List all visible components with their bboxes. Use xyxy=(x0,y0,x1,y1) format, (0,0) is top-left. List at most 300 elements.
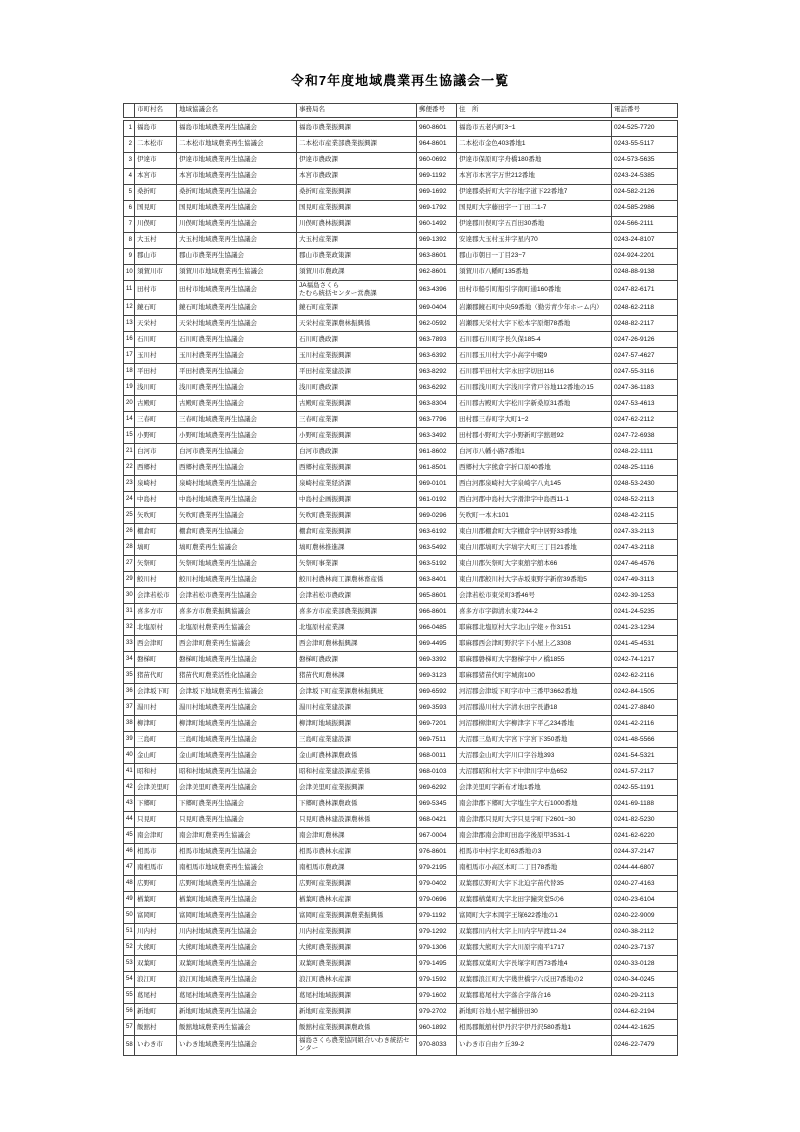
city-cell: 矢吹町 xyxy=(135,508,177,524)
council-cell: 富岡町地域農業再生協議会 xyxy=(177,908,297,924)
address-cell: 双葉郡双葉町大字長塚字町西73番地4 xyxy=(457,956,612,972)
row-number: 36 xyxy=(124,684,135,700)
office-line1: 川俣町農林振興課 xyxy=(299,220,351,228)
row-number: 28 xyxy=(124,540,135,556)
office-line1: 矢祭町事業課 xyxy=(299,559,338,567)
table-row xyxy=(124,732,678,748)
phone-cell: 0243-55-5117 xyxy=(612,137,678,153)
postal-cell: 966-0485 xyxy=(417,620,457,636)
postal-cell: 969-1792 xyxy=(417,201,457,217)
phone-cell: 0242-62-2116 xyxy=(612,668,678,684)
postal-cell: 961-8501 xyxy=(417,460,457,476)
table-row xyxy=(124,396,678,412)
office-cell xyxy=(297,620,417,636)
table-row xyxy=(124,796,678,812)
council-cell: 鮫川村地域農業再生協議会 xyxy=(177,572,297,588)
postal-cell: 970-8033 xyxy=(417,1036,457,1055)
phone-cell: 024-525-7720 xyxy=(612,121,678,137)
address-cell: 石川郡石川町字長久保185-4 xyxy=(457,332,612,348)
row-number: 15 xyxy=(124,428,135,444)
office-line1: JA福島さくら xyxy=(299,282,340,289)
council-cell: 古殿町農業再生協議会 xyxy=(177,396,297,412)
table-row xyxy=(124,348,678,364)
office-cell xyxy=(297,460,417,476)
council-cell: 大玉村地域農業再生協議会 xyxy=(177,233,297,249)
phone-cell: 0248-53-2430 xyxy=(612,476,678,492)
phone-cell: 0247-46-4576 xyxy=(612,556,678,572)
table-row xyxy=(124,588,678,604)
office-cell xyxy=(297,876,417,892)
table-row xyxy=(124,492,678,508)
office-cell xyxy=(297,652,417,668)
council-cell: 平田村農業再生協議会 xyxy=(177,364,297,380)
phone-cell: 0241-23-1234 xyxy=(612,620,678,636)
address-cell: 東白川郡棚倉町大字棚倉字中居野33番地 xyxy=(457,524,612,540)
postal-cell: 969-1192 xyxy=(417,169,457,185)
city-cell: 伊達市 xyxy=(135,153,177,169)
row-number: 40 xyxy=(124,748,135,764)
phone-cell: 0241-24-5235 xyxy=(612,604,678,620)
city-cell: 会津美里町 xyxy=(135,780,177,796)
row-number: 6 xyxy=(124,201,135,217)
council-cell: 三島町地域農業再生協議会 xyxy=(177,732,297,748)
city-cell: 南相馬市 xyxy=(135,860,177,876)
postal-cell: 979-1592 xyxy=(417,972,457,988)
office-cell xyxy=(297,348,417,364)
row-number: 45 xyxy=(124,828,135,844)
table-row xyxy=(124,812,678,828)
row-number: 11 xyxy=(124,281,135,300)
office-cell xyxy=(297,476,417,492)
table-row xyxy=(124,716,678,732)
address-cell: 西白河郡泉崎村大字泉崎字八丸145 xyxy=(457,476,612,492)
office-line1: 鮫川村農林商工課農林畜産係 xyxy=(299,575,384,583)
table-row xyxy=(124,1020,678,1036)
postal-cell: 963-5192 xyxy=(417,556,457,572)
phone-cell: 0241-54-5321 xyxy=(612,748,678,764)
postal-cell: 963-6292 xyxy=(417,380,457,396)
table-row xyxy=(124,316,678,332)
city-cell: 三島町 xyxy=(135,732,177,748)
city-cell: 川内村 xyxy=(135,924,177,940)
city-cell: 飯舘村 xyxy=(135,1020,177,1036)
office-cell xyxy=(297,412,417,428)
row-number: 24 xyxy=(124,492,135,508)
office-line1: 大熊町農業振興課 xyxy=(299,943,351,951)
table-row xyxy=(124,972,678,988)
row-number: 55 xyxy=(124,988,135,1004)
phone-cell: 0241-57-2117 xyxy=(612,764,678,780)
header-office: 事務局名 xyxy=(297,104,417,118)
address-cell: 富岡町大字本岡字王塚622番地の1 xyxy=(457,908,612,924)
table-row xyxy=(124,540,678,556)
table-row xyxy=(124,908,678,924)
office-line1: 天栄村産業課農林振興係 xyxy=(299,319,371,327)
address-cell: 田村郡小野町大字小野新町字舘廻92 xyxy=(457,428,612,444)
council-cell: 福島市地域農業再生協議会 xyxy=(177,121,297,137)
address-cell: 岩瀬郡鏡石町中央59番地（勤労青少年ホーム内） xyxy=(457,300,612,316)
phone-cell: 0244-44-6807 xyxy=(612,860,678,876)
address-cell: 西白河郡中島村大字滑津字中島西11-1 xyxy=(457,492,612,508)
row-number: 8 xyxy=(124,233,135,249)
header-council: 地域協議会名 xyxy=(177,104,297,118)
row-number: 16 xyxy=(124,332,135,348)
office-cell xyxy=(297,201,417,217)
city-cell: 塙町 xyxy=(135,540,177,556)
office-cell xyxy=(297,956,417,972)
row-number: 17 xyxy=(124,348,135,364)
row-number: 39 xyxy=(124,732,135,748)
row-number: 2 xyxy=(124,137,135,153)
city-cell: 国見町 xyxy=(135,201,177,217)
office-line1: 浅川町農政課 xyxy=(299,383,338,391)
city-cell: 福島市 xyxy=(135,121,177,137)
table-row xyxy=(124,668,678,684)
table-row xyxy=(124,1004,678,1020)
city-cell: 矢祭町 xyxy=(135,556,177,572)
row-number: 38 xyxy=(124,716,135,732)
table-row xyxy=(124,201,678,217)
row-number: 35 xyxy=(124,668,135,684)
address-cell: 南会津郡南会津町田島字後原甲3531-1 xyxy=(457,828,612,844)
table-row xyxy=(124,281,678,300)
office-line1: 須賀川市農政課 xyxy=(299,268,345,276)
postal-cell: 979-2195 xyxy=(417,860,457,876)
phone-cell: 0248-88-9138 xyxy=(612,265,678,281)
table-row xyxy=(124,153,678,169)
postal-cell: 967-0004 xyxy=(417,828,457,844)
phone-cell: 0248-22-1111 xyxy=(612,444,678,460)
row-number: 25 xyxy=(124,508,135,524)
postal-cell: 976-8601 xyxy=(417,844,457,860)
council-cell: 西郷村農業再生協議会 xyxy=(177,460,297,476)
phone-cell: 024-573-5635 xyxy=(612,153,678,169)
address-cell: 大沼郡金山町大字川口字谷地393 xyxy=(457,748,612,764)
address-cell: 東白川郡鮫川村大字赤坂東野字新宿39番地5 xyxy=(457,572,612,588)
council-cell: 塙町農業再生協議会 xyxy=(177,540,297,556)
city-cell: 喜多方市 xyxy=(135,604,177,620)
row-number: 14 xyxy=(124,412,135,428)
address-cell: 南相馬市小高区本町二丁目78番地 xyxy=(457,860,612,876)
office-cell xyxy=(297,380,417,396)
council-cell: 湯川村地域農業再生協議会 xyxy=(177,700,297,716)
city-cell: 広野町 xyxy=(135,876,177,892)
address-cell: 大沼郡昭和村大字下中津川字中島652 xyxy=(457,764,612,780)
office-cell xyxy=(297,249,417,265)
address-cell: 郡山市朝日一丁目23−7 xyxy=(457,249,612,265)
address-cell: 石川郡玉川村大字小高字中畷9 xyxy=(457,348,612,364)
header-postal: 郵便番号 xyxy=(417,104,457,118)
council-cell: 金山町地域農業再生協議会 xyxy=(177,748,297,764)
address-cell: 河沼郡湯川村大字清水田字長瀞18 xyxy=(457,700,612,716)
office-line1: 本宮市農政課 xyxy=(299,172,338,180)
office-line1: 矢吹町農業振興課 xyxy=(299,511,351,519)
council-cell: 大熊町地域農業再生協議会 xyxy=(177,940,297,956)
row-number: 20 xyxy=(124,396,135,412)
table-row xyxy=(124,444,678,460)
city-cell: 天栄村 xyxy=(135,316,177,332)
phone-cell: 0247-26-9126 xyxy=(612,332,678,348)
address-cell: 西郷村大字熊倉字折口原40番地 xyxy=(457,460,612,476)
postal-cell: 969-0101 xyxy=(417,476,457,492)
city-cell: 西郷村 xyxy=(135,460,177,476)
phone-cell: 0244-42-1625 xyxy=(612,1020,678,1036)
postal-cell: 965-8601 xyxy=(417,588,457,604)
phone-cell: 0241-69-1188 xyxy=(612,796,678,812)
header-num xyxy=(124,104,135,118)
table-row xyxy=(124,764,678,780)
postal-cell: 966-8601 xyxy=(417,604,457,620)
office-cell xyxy=(297,828,417,844)
council-cell: 矢祭町地域農業再生協議会 xyxy=(177,556,297,572)
address-cell: 石川郡浅川町大字浅川字背戸谷地112番地の15 xyxy=(457,380,612,396)
council-cell: 西会津町農業再生協議会 xyxy=(177,636,297,652)
office-line1: 福島さくら農業協同組合いわき統括センター xyxy=(299,1037,410,1053)
address-cell: 双葉郡葛尾村大字落合字落合16 xyxy=(457,988,612,1004)
city-cell: 玉川村 xyxy=(135,348,177,364)
table-row xyxy=(124,233,678,249)
address-cell: 白河市八幡小路7番地1 xyxy=(457,444,612,460)
postal-cell: 960-1492 xyxy=(417,217,457,233)
table-row xyxy=(124,700,678,716)
council-cell: 相馬市地域農業再生協議会 xyxy=(177,844,297,860)
council-table xyxy=(123,103,677,1056)
postal-cell: 969-0296 xyxy=(417,508,457,524)
office-cell xyxy=(297,844,417,860)
city-cell: 猪苗代町 xyxy=(135,668,177,684)
city-cell: 鮫川村 xyxy=(135,572,177,588)
council-cell: 石川町農業再生協議会 xyxy=(177,332,297,348)
office-cell xyxy=(297,137,417,153)
address-cell: 二本松市金色403番地1 xyxy=(457,137,612,153)
postal-cell: 979-1192 xyxy=(417,908,457,924)
header-phone: 電話番号 xyxy=(612,104,678,118)
row-number: 33 xyxy=(124,636,135,652)
office-line1: 鏡石町産業課 xyxy=(299,303,338,311)
table-row xyxy=(124,940,678,956)
phone-cell: 024-582-2126 xyxy=(612,185,678,201)
office-line1: 泉崎村産業経済課 xyxy=(299,479,351,487)
council-cell: 田村市地域農業再生協議会 xyxy=(177,281,297,300)
office-line1: 西会津町農林振興課 xyxy=(299,639,358,647)
office-line1: 楢葉町農林水産課 xyxy=(299,895,351,903)
office-cell xyxy=(297,988,417,1004)
council-cell: いわき地域農業再生協議会 xyxy=(177,1036,297,1055)
council-cell: 磐梯町地域農業再生協議会 xyxy=(177,652,297,668)
address-cell: 耶麻郡磐梯町大字磐梯字中ノ橋1855 xyxy=(457,652,612,668)
council-cell: 川内村地域農業再生協議会 xyxy=(177,924,297,940)
row-number: 7 xyxy=(124,217,135,233)
phone-cell: 0241-48-5566 xyxy=(612,732,678,748)
table-row xyxy=(124,137,678,153)
table-row xyxy=(124,748,678,764)
address-cell: 伊達郡桑折町大字谷地字道下22番地7 xyxy=(457,185,612,201)
phone-cell: 0240-38-2112 xyxy=(612,924,678,940)
address-cell: 耶麻郡西会津町野沢字下小屋上乙3308 xyxy=(457,636,612,652)
city-cell: 浅川町 xyxy=(135,380,177,396)
office-line1: 飯舘村産業振興課農政係 xyxy=(299,1023,371,1031)
table-row xyxy=(124,988,678,1004)
phone-cell: 0240-33-0128 xyxy=(612,956,678,972)
office-line1: 桑折町産業振興課 xyxy=(299,188,351,196)
postal-cell: 961-8602 xyxy=(417,444,457,460)
row-number: 21 xyxy=(124,444,135,460)
postal-cell: 979-1602 xyxy=(417,988,457,1004)
office-line1: 相馬市農林水産課 xyxy=(299,847,351,855)
page-title: 令和7年度地域農業再生協議会一覧 xyxy=(290,73,510,88)
office-line1: 塙町農林推進課 xyxy=(299,543,345,551)
postal-cell: 979-0402 xyxy=(417,876,457,892)
table-row xyxy=(124,572,678,588)
phone-cell: 0240-23-6104 xyxy=(612,892,678,908)
council-cell: 会津美里町農業再生協議会 xyxy=(177,780,297,796)
row-number: 49 xyxy=(124,892,135,908)
phone-cell: 0248-62-2118 xyxy=(612,300,678,316)
row-number: 31 xyxy=(124,604,135,620)
address-cell: 新地町谷地小屋字樋掛田30 xyxy=(457,1004,612,1020)
office-line1: 猪苗代町農林課 xyxy=(299,671,345,679)
row-number: 5 xyxy=(124,185,135,201)
office-line1: 白河市農政課 xyxy=(299,447,338,455)
row-number: 1 xyxy=(124,121,135,137)
office-line1: 磐梯町農政課 xyxy=(299,655,338,663)
city-cell: 金山町 xyxy=(135,748,177,764)
council-cell: 川俣町地域農業再生協議会 xyxy=(177,217,297,233)
table-body-table xyxy=(123,120,678,1056)
office-cell xyxy=(297,732,417,748)
office-line1: 会津坂下町産業課農林振興班 xyxy=(299,687,384,695)
council-cell: 玉川村農業再生協議会 xyxy=(177,348,297,364)
row-number: 54 xyxy=(124,972,135,988)
row-number: 56 xyxy=(124,1004,135,1020)
council-cell: 昭和村地域農業再生協議会 xyxy=(177,764,297,780)
city-cell: 相馬市 xyxy=(135,844,177,860)
phone-cell: 0248-25-1116 xyxy=(612,460,678,476)
office-cell xyxy=(297,972,417,988)
postal-cell: 960-0692 xyxy=(417,153,457,169)
office-cell xyxy=(297,153,417,169)
postal-cell: 979-0696 xyxy=(417,892,457,908)
address-cell: 双葉郡楢葉町大字北田字鐘突堂5の6 xyxy=(457,892,612,908)
row-number: 32 xyxy=(124,620,135,636)
address-cell: 石川郡平田村大字永田字切田116 xyxy=(457,364,612,380)
city-cell: 西会津町 xyxy=(135,636,177,652)
table-row xyxy=(124,556,678,572)
table-row xyxy=(124,924,678,940)
phone-cell: 0247-72-6938 xyxy=(612,428,678,444)
postal-cell: 969-5345 xyxy=(417,796,457,812)
office-line1: 南会津町農林課 xyxy=(299,831,345,839)
office-cell xyxy=(297,636,417,652)
phone-cell: 0241-45-4531 xyxy=(612,636,678,652)
table-row xyxy=(124,185,678,201)
postal-cell: 969-7511 xyxy=(417,732,457,748)
phone-cell: 0247-57-4627 xyxy=(612,348,678,364)
postal-cell: 963-8601 xyxy=(417,249,457,265)
row-number: 10 xyxy=(124,265,135,281)
office-line1: 西郷村産業振興課 xyxy=(299,463,351,471)
office-line1: 三春町産業課 xyxy=(299,415,338,423)
office-cell xyxy=(297,812,417,828)
council-cell: 白河市農業再生協議会 xyxy=(177,444,297,460)
row-number: 41 xyxy=(124,764,135,780)
city-cell: 柳津町 xyxy=(135,716,177,732)
office-cell xyxy=(297,121,417,137)
postal-cell: 969-0404 xyxy=(417,300,457,316)
office-cell xyxy=(297,444,417,460)
office-line1: 富岡町産業振興課農業振興係 xyxy=(299,911,384,919)
office-cell xyxy=(297,924,417,940)
postal-cell: 963-7893 xyxy=(417,332,457,348)
row-number: 51 xyxy=(124,924,135,940)
row-number: 13 xyxy=(124,316,135,332)
postal-cell: 969-3123 xyxy=(417,668,457,684)
office-line1: 玉川村産業振興課 xyxy=(299,351,351,359)
council-cell: 二本松市地域農業再生協議会 xyxy=(177,137,297,153)
table-row xyxy=(124,524,678,540)
postal-cell: 979-1292 xyxy=(417,924,457,940)
office-line1: 郡山市農業政策課 xyxy=(299,252,351,260)
table-row xyxy=(124,364,678,380)
city-cell: 白河市 xyxy=(135,444,177,460)
city-cell: 泉崎村 xyxy=(135,476,177,492)
office-cell xyxy=(297,332,417,348)
row-number: 29 xyxy=(124,572,135,588)
city-cell: 湯川村 xyxy=(135,700,177,716)
postal-cell: 963-5492 xyxy=(417,540,457,556)
council-cell: 棚倉町農業再生協議会 xyxy=(177,524,297,540)
postal-cell: 963-8401 xyxy=(417,572,457,588)
postal-cell: 962-0592 xyxy=(417,316,457,332)
office-line1: 大玉村産業課 xyxy=(299,236,338,244)
postal-cell: 968-0011 xyxy=(417,748,457,764)
council-cell: 北塩原村農業再生協議会 xyxy=(177,620,297,636)
row-number: 43 xyxy=(124,796,135,812)
office-line1: 会津美里町産業振興課 xyxy=(299,783,364,791)
office-line1: 棚倉町産業振興課 xyxy=(299,527,351,535)
office-cell xyxy=(297,684,417,700)
phone-cell: 0243-24-5385 xyxy=(612,169,678,185)
phone-cell: 0242-74-1217 xyxy=(612,652,678,668)
office-cell xyxy=(297,748,417,764)
office-cell xyxy=(297,764,417,780)
table-row xyxy=(124,828,678,844)
address-cell: 河沼郡柳津町大字柳津字下平乙234番地 xyxy=(457,716,612,732)
office-line1: 新地町産業振興課 xyxy=(299,1007,351,1015)
city-cell: 北塩原村 xyxy=(135,620,177,636)
office-cell xyxy=(297,1020,417,1036)
postal-cell: 969-3392 xyxy=(417,652,457,668)
address-cell: 双葉郡浪江町大字幾世橋字六反田7番地の2 xyxy=(457,972,612,988)
office-cell xyxy=(297,908,417,924)
city-cell: 須賀川市 xyxy=(135,265,177,281)
city-cell: 平田村 xyxy=(135,364,177,380)
table-header xyxy=(123,103,678,118)
council-cell: 葛尾村地域農業再生協議会 xyxy=(177,988,297,1004)
address-cell: 矢吹町一本木101 xyxy=(457,508,612,524)
address-cell: 伊達郡川俣町字五百田30番地 xyxy=(457,217,612,233)
city-cell: 新地町 xyxy=(135,1004,177,1020)
city-cell: いわき市 xyxy=(135,1036,177,1055)
row-number: 37 xyxy=(124,700,135,716)
city-cell: 南会津町 xyxy=(135,828,177,844)
table-row xyxy=(124,217,678,233)
office-cell xyxy=(297,668,417,684)
address-cell: 双葉郡川内村大字上川内字早渡11-24 xyxy=(457,924,612,940)
phone-cell: 0246-22-7479 xyxy=(612,1036,678,1055)
postal-cell: 961-0192 xyxy=(417,492,457,508)
address-cell: 双葉郡広野町大字下北迫字苗代替35 xyxy=(457,876,612,892)
